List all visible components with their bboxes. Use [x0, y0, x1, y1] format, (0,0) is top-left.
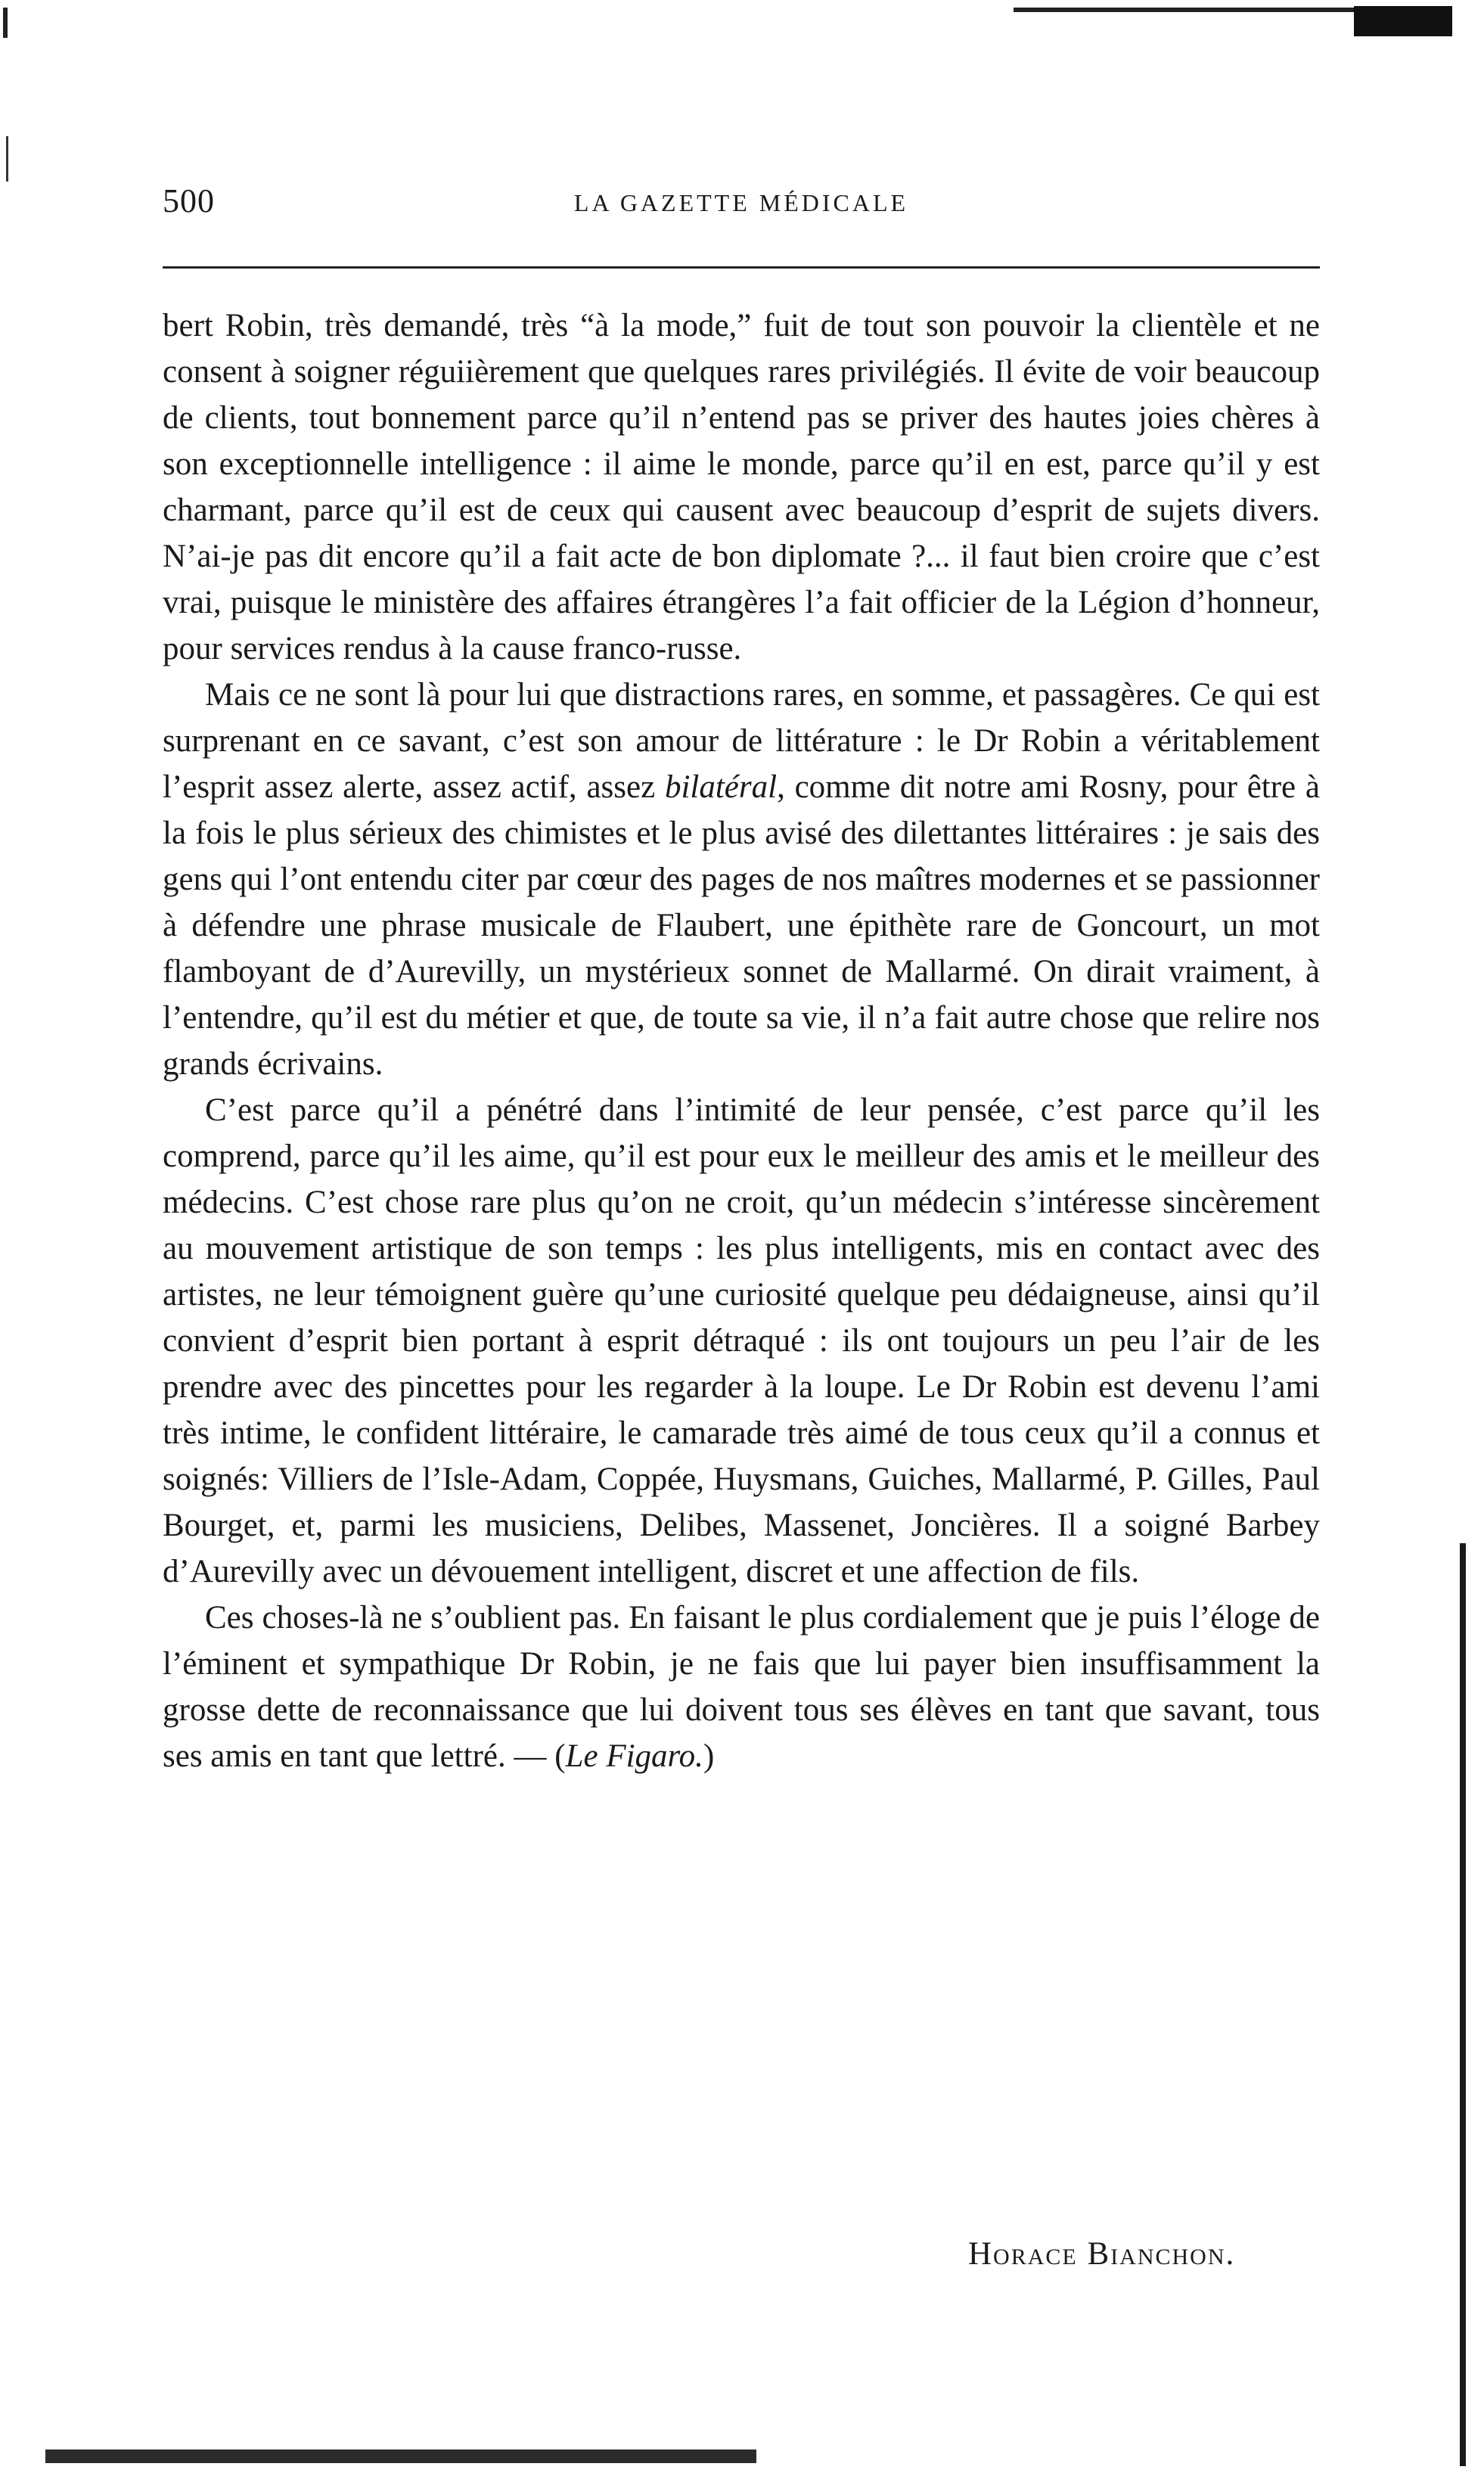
paragraph-2-italic-word: bilatéral [664, 769, 778, 805]
paragraph-1: bert Robin, très demandé, très “à la mode,” fuit de tout son pouvoir la clientèle et ne consent à soigner réguiièrement que quelques rares privilégiés. Il évite de voir beaucoup de clients, tout bonnement parce qu’il n’entend pas se priver des hautes joies chères à son exceptionnelle intelligence : il aime le monde, parce qu’il en est, parce qu’il y est charmant, parce qu’il est de ceux qui causent avec beaucoup d’esprit de sujets divers. N’ai-je pas dit encore qu’il a fait acte de bon diplomate ?... il faut bien croire que c’est vrai, puisque le ministère des affaires étrangères l’a fait officier de la Légion d’honneur, pour services rendus à la cause franco-russe. [163, 308, 1320, 666]
scan-artifact-bottom-bar [45, 2449, 756, 2463]
scan-artifact-left-mark [3, 8, 8, 38]
page-number: 500 [163, 182, 215, 219]
scan-artifact-right-edge [1460, 1543, 1466, 2466]
article-body [163, 303, 1320, 1779]
paragraph-4-text-end: ) [703, 1738, 715, 1774]
scan-artifact-left-mark-2 [6, 136, 8, 182]
paragraph-2 [163, 672, 1320, 1087]
paragraph-4-source-title: Le Figaro. [565, 1738, 703, 1774]
author-signature: Horace Bianchon. [968, 2236, 1236, 2272]
paragraph-4 [163, 1595, 1320, 1779]
paragraph-2-text-end: , comme dit notre ami Rosny, pour être à la fois le plus sérieux des chimistes et le plus avisé des dilettantes littéraires : je sais des gens qui l’ont entendu citer par cœur des pages de nos maîtres modernes et se passionner à défendre une phrase musicale de Flaubert, une épithète rare de Goncourt, un mot flamboyant de d’Aurevilly, un mystérieux sonnet de Mallarmé. On dirait vraiment, à l’entendre, qu’il est du métier et que, de toute sa vie, il n’a fait autre chose que relire nos grands écrivains. [163, 769, 1320, 1082]
header-rule [163, 266, 1320, 269]
page-header [163, 182, 1320, 235]
running-head: LA GAZETTE MÉDICALE [573, 189, 909, 216]
paragraph-2-text-start: Mais ce ne sont là pour lui que distractions rares, en somme, et passagères. Ce qui est surprenant en ce savant, c’est son amour de littérature : le Dr Robin a véritablement l’esprit assez alerte, assez actif, assez [163, 677, 1320, 805]
paragraph-3: C’est parce qu’il a pénétré dans l’intimité de leur pensée, c’est parce qu’il les comprend, parce qu’il les aime, qu’il est pour eux le meilleur des amis et le meilleur des médecins. C’est chose rare plus qu’on ne croit, qu’un médecin s’intéresse sincèrement au mouvement artistique de son temps : les plus intelligents, mis en contact avec des artistes, ne leur témoignent guère qu’une curiosité quelque peu dédaigneuse, ainsi qu’il convient d’esprit bien portant à esprit détraqué : ils ont toujours un peu l’air de les prendre avec des pincettes pour les regarder à la loupe. Le Dr Robin est devenu l’ami très intime, le confident littéraire, le camarade très aimé de tous ceux qu’il a connus et soignés: Villiers de l’Isle-Adam, Coppée, Huysmans, Guiches, Mallarmé, P. Gilles, Paul Bourget, et, parmi les musiciens, Delibes, Massenet, Joncières. Il a soigné Barbey d’Aurevilly avec un dévouement intelligent, discret et une affection de fils. [163, 1092, 1320, 1589]
scan-artifact-top-corner [1354, 6, 1452, 36]
paragraph-4-text-start: Ces choses-là ne s’oublient pas. En faisant le plus cordialement que je puis l’éloge de l’éminent et sympathique Dr Robin, je ne fais que lui payer bien insuffisamment la grosse dette de reconnaissance que lui doivent tous ses élèves en tant que savant, tous ses amis en tant que lettré. — ( [163, 1600, 1320, 1774]
